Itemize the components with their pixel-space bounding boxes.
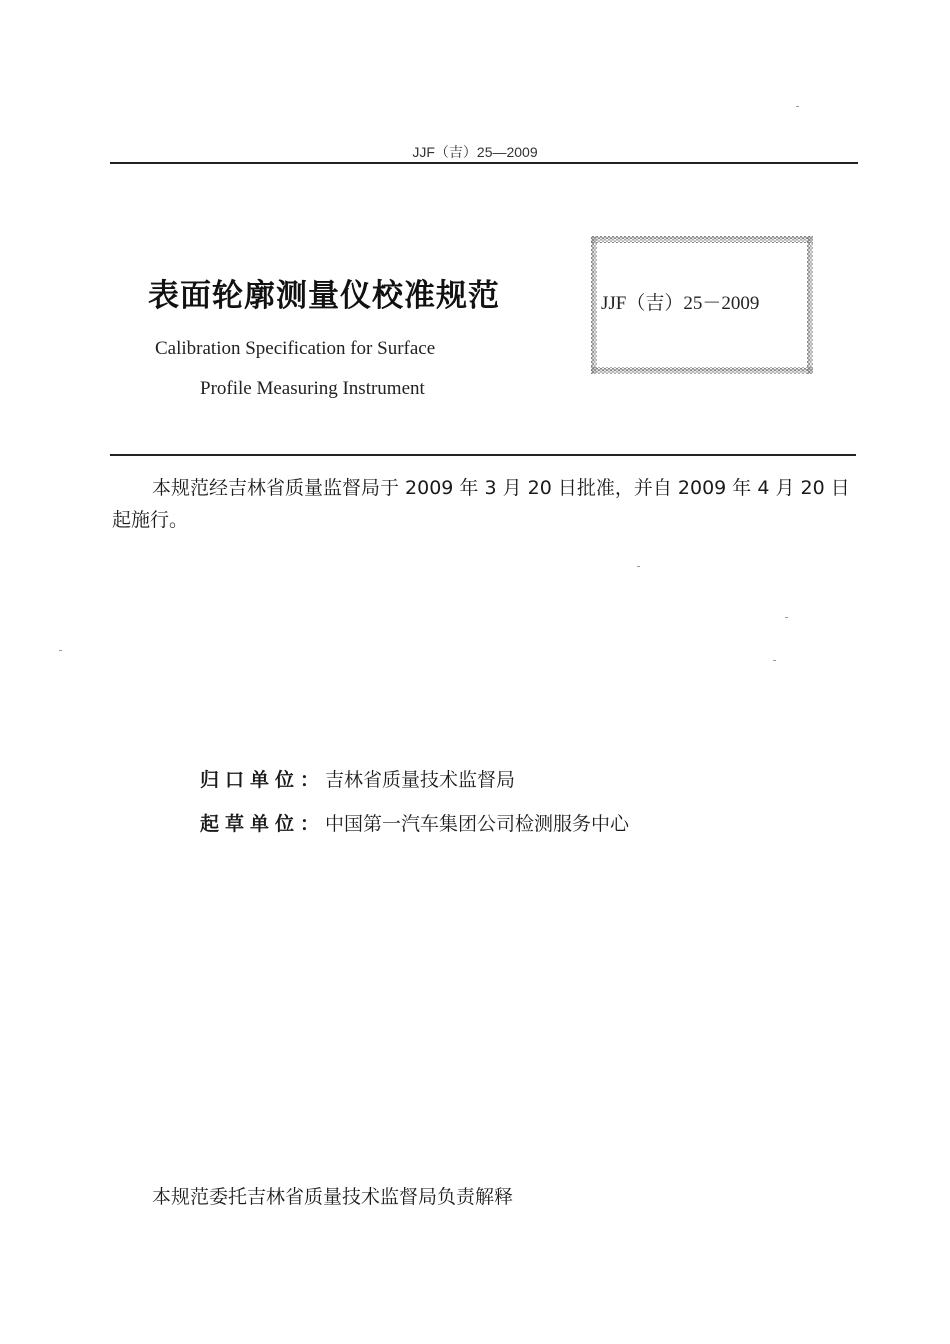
scan-speck: [796, 106, 799, 107]
responsible-unit-value: 吉林省质量技术监督局: [325, 769, 516, 791]
scan-speck: [59, 650, 62, 651]
stamp-code-text: JJF（吉）25－2009: [601, 293, 760, 314]
title-english-line1: Calibration Specification for Surface: [155, 338, 436, 359]
title-rule: [110, 454, 856, 456]
title-chinese: 表面轮廓测量仪校准规范: [148, 278, 500, 314]
scan-speck: [637, 566, 640, 567]
interpretation-note: 本规范委托吉林省质量技术监督局负责解释: [152, 1186, 514, 1208]
responsible-unit-label: 归口单位：: [200, 769, 326, 791]
scan-speck: [785, 617, 788, 618]
drafting-unit-value: 中国第一汽车集团公司检测服务中心: [325, 813, 630, 835]
approval-statement: 本规范经吉林省质量监督局于 2009 年 3 月 20 日批准，并自 2009 年 4 月 20 日起施行。: [112, 477, 850, 531]
drafting-unit-label: 起草单位：: [200, 813, 326, 835]
title-english-line2: Profile Measuring Instrument: [200, 378, 425, 399]
header-rule: [110, 162, 858, 164]
standard-code-stamp: [591, 236, 813, 374]
responsible-unit-row: [200, 765, 515, 792]
scan-speck: [773, 660, 776, 661]
drafting-unit-row: [200, 809, 629, 836]
header-standard-code: JJF（吉）25—2009: [412, 144, 538, 160]
